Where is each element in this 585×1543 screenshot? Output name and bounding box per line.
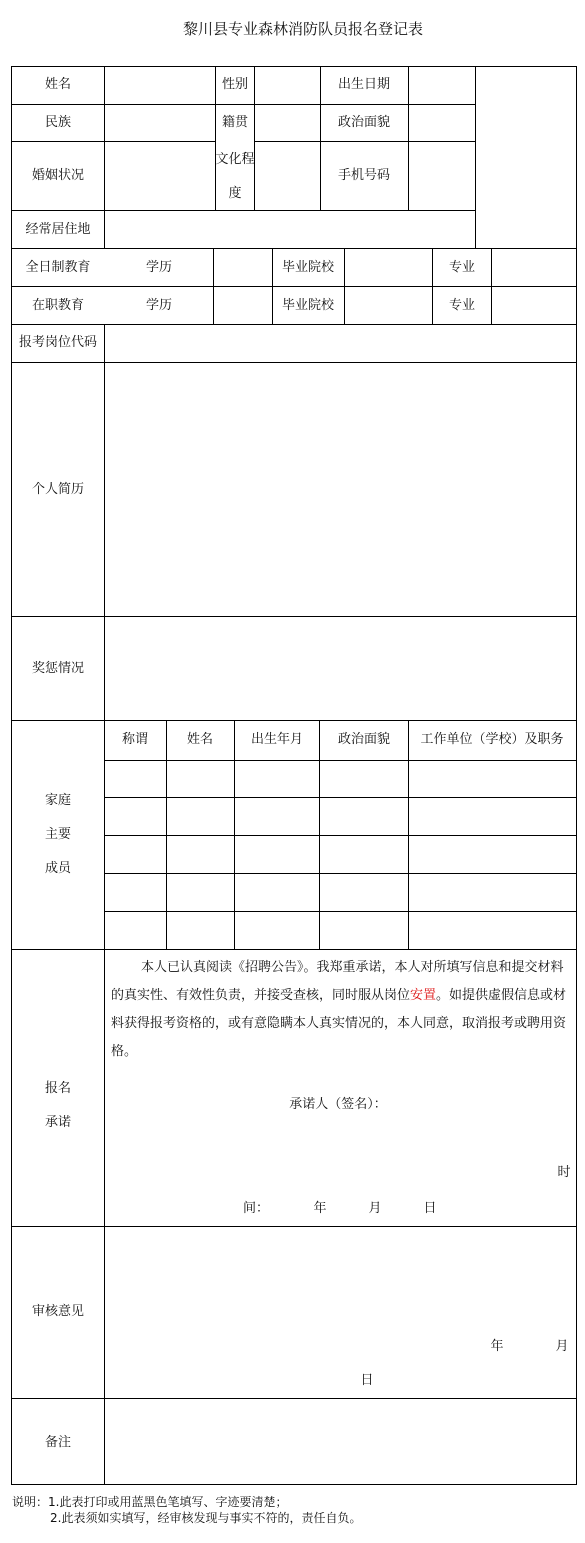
label-rewards: 奖惩情况 — [31, 661, 85, 676]
label-family-line1: 家庭 — [44, 793, 72, 808]
label-review: 审核意见 — [31, 1304, 85, 1319]
pledge-text-rest: 。如提供虚假信息或材料获得报考资格的，或有意隐瞒本人真实情况的，本人同意，取消报考或聘用资格。 — [111, 988, 567, 1059]
family-header-political: 政治面貌 — [337, 732, 391, 747]
label-residence: 经常居住地 — [25, 222, 91, 237]
pledge-text — [111, 954, 569, 1066]
review-month-label: 月 — [555, 1339, 569, 1354]
pledge-text-main: 本人已认真阅读《招聘公告》。我郑重承诺，本人对所填写信息和提交材料的真实性、有效性负责，并接受查核，同时服从岗位 — [111, 960, 564, 1003]
label-fulltime-degree: 学历 — [145, 260, 173, 275]
label-inservice-major: 专业 — [448, 298, 476, 313]
review-year-label: 年 — [490, 1339, 504, 1354]
family-header-workplace: 工作单位（学校）及职务 — [420, 732, 564, 747]
label-ethnicity: 民族 — [44, 115, 72, 130]
note-line-1: 说明：1.此表打印或用蓝黑色笔填写、字迹要清楚； — [12, 1495, 288, 1509]
page-title: 黎川县专业森林消防队员报名登记表 — [182, 20, 424, 38]
note-line-2: 2.此表须如实填写，经审核发现与事实不符的，责任自负。 — [50, 1511, 362, 1525]
family-header-name: 姓名 — [186, 732, 214, 747]
label-native-place: 籍贯 — [221, 115, 249, 130]
label-political-status: 政治面貌 — [337, 115, 391, 130]
pledge-year-label: 年 — [313, 1201, 327, 1216]
pledge-time-label-line2: 间： — [242, 1201, 270, 1216]
label-fulltime-education: 全日制教育 — [25, 260, 91, 275]
family-header-relation: 称谓 — [121, 732, 149, 747]
label-family-line2: 主要 — [44, 827, 72, 842]
label-family-line3: 成员 — [44, 861, 72, 876]
family-header-birth: 出生年月 — [250, 732, 304, 747]
label-education-level-line2: 度 — [228, 186, 242, 201]
label-resume: 个人简历 — [31, 482, 85, 497]
label-fulltime-major: 专业 — [448, 260, 476, 275]
pledge-text-highlight: 安置 — [410, 988, 437, 1003]
label-name: 姓名 — [44, 77, 72, 92]
pledge-month-label: 月 — [368, 1201, 382, 1216]
label-marital-status: 婚姻状况 — [31, 168, 85, 183]
label-pledge-line1: 报名 — [44, 1081, 72, 1096]
label-phone: 手机号码 — [337, 168, 391, 183]
label-pledge-line2: 承诺 — [44, 1115, 72, 1130]
label-position-code: 报考岗位代码 — [18, 335, 98, 350]
pledge-day-label: 日 — [423, 1201, 437, 1216]
label-inservice-education: 在职教育 — [31, 298, 85, 313]
label-fulltime-school: 毕业院校 — [281, 260, 335, 275]
label-inservice-school: 毕业院校 — [281, 298, 335, 313]
label-remarks: 备注 — [44, 1435, 72, 1450]
label-inservice-degree: 学历 — [145, 298, 173, 313]
label-gender: 性别 — [221, 77, 249, 92]
review-day-label: 日 — [360, 1373, 374, 1388]
pledge-signer-label: 承诺人（签名）： — [289, 1097, 387, 1112]
label-birth-date: 出生日期 — [337, 77, 391, 92]
pledge-time-label-line1: 时 — [557, 1165, 571, 1180]
label-education-level-line1: 文化程 — [215, 152, 255, 167]
